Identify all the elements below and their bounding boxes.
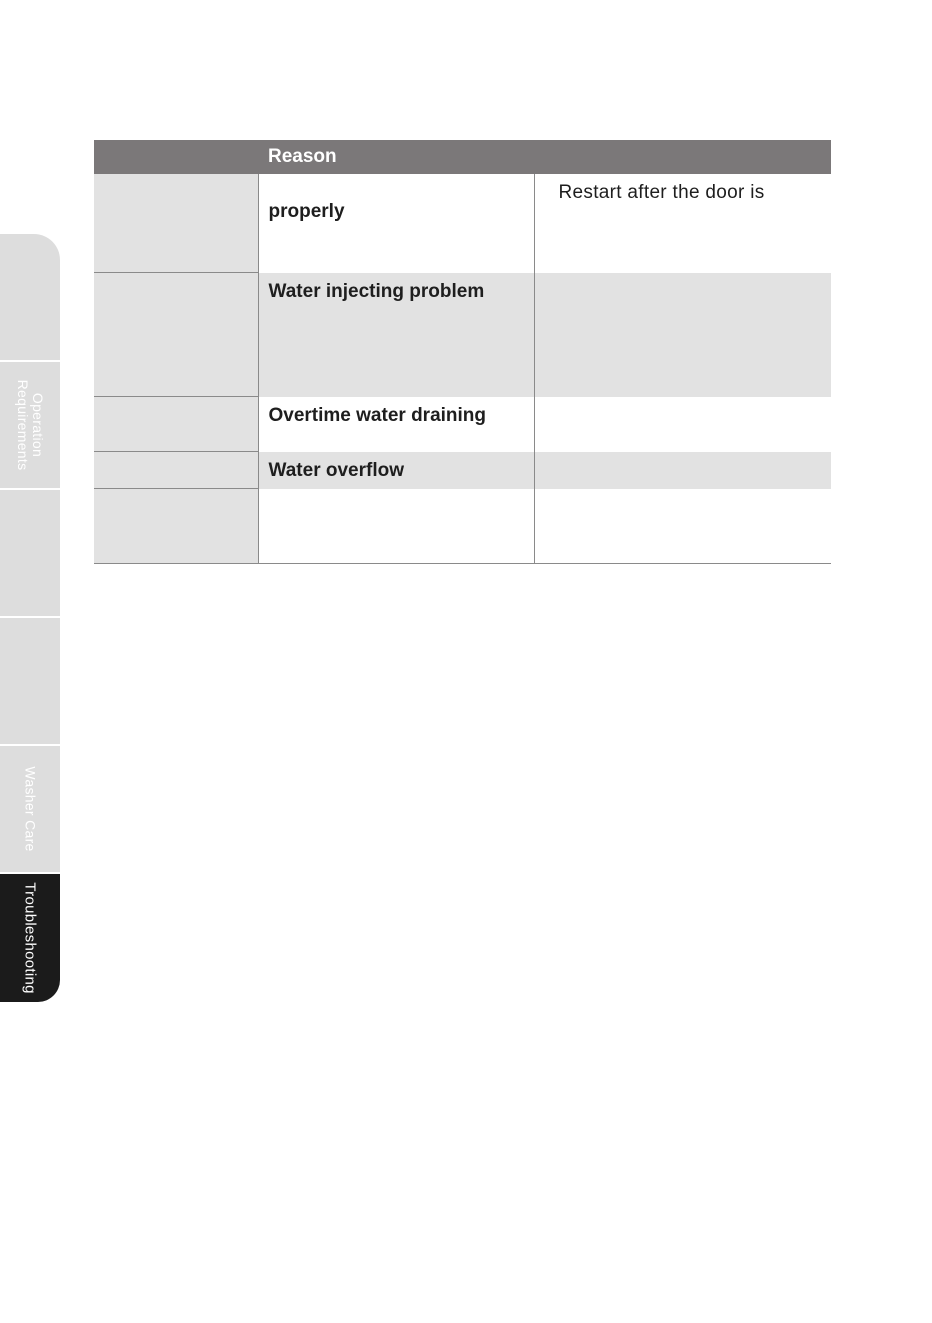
side-tab-3[interactable] bbox=[0, 490, 60, 616]
table-cell-reason bbox=[258, 397, 534, 452]
cell-text: Water injecting problem bbox=[268, 280, 485, 302]
table-cell bbox=[94, 397, 258, 452]
header-cell-reason: Reason bbox=[258, 140, 534, 174]
table-cell-reason bbox=[258, 489, 534, 564]
cell-text: Restart after the door is bbox=[558, 182, 765, 203]
table-cell-solution bbox=[534, 397, 831, 452]
troubleshooting-table bbox=[94, 140, 831, 564]
side-tab-label bbox=[15, 380, 45, 471]
table-row bbox=[94, 489, 831, 564]
table-row bbox=[94, 273, 831, 397]
table-cell bbox=[94, 273, 258, 397]
side-tab-troubleshooting[interactable] bbox=[0, 874, 60, 1002]
table-cell-solution bbox=[534, 174, 831, 273]
side-tab-label bbox=[23, 882, 38, 994]
side-tab-4[interactable] bbox=[0, 618, 60, 744]
side-tab-operation-requirements[interactable] bbox=[0, 362, 60, 488]
table-cell-reason bbox=[258, 174, 534, 273]
side-tab-label-line: Requirements bbox=[15, 379, 31, 471]
table-cell bbox=[94, 489, 258, 564]
table-cell bbox=[94, 174, 258, 273]
side-tab-label-line: Washer Care bbox=[22, 766, 39, 852]
table-cell-reason bbox=[258, 452, 534, 489]
table-cell-solution bbox=[534, 273, 831, 397]
table-cell-reason bbox=[258, 273, 534, 397]
cell-text: properly bbox=[268, 201, 345, 222]
cell-text: Water overflow bbox=[268, 459, 404, 481]
side-tab-washer-care[interactable] bbox=[0, 746, 60, 872]
header-cell bbox=[94, 140, 258, 174]
cell-text: Overtime water draining bbox=[268, 404, 487, 426]
table-cell bbox=[94, 452, 258, 489]
side-tab-label-line: Troubleshooting bbox=[21, 882, 39, 994]
table-cell-solution bbox=[534, 489, 831, 564]
table-cell-solution bbox=[534, 452, 831, 489]
side-tab-label-line: Operation bbox=[30, 392, 46, 458]
side-tab-label bbox=[23, 766, 38, 851]
section-tabs bbox=[0, 234, 60, 1002]
table-row bbox=[94, 452, 831, 489]
table-header-row bbox=[94, 140, 831, 174]
side-tab-1[interactable] bbox=[0, 234, 60, 360]
table-row bbox=[94, 397, 831, 452]
table-row bbox=[94, 174, 831, 273]
header-cell bbox=[534, 140, 831, 174]
